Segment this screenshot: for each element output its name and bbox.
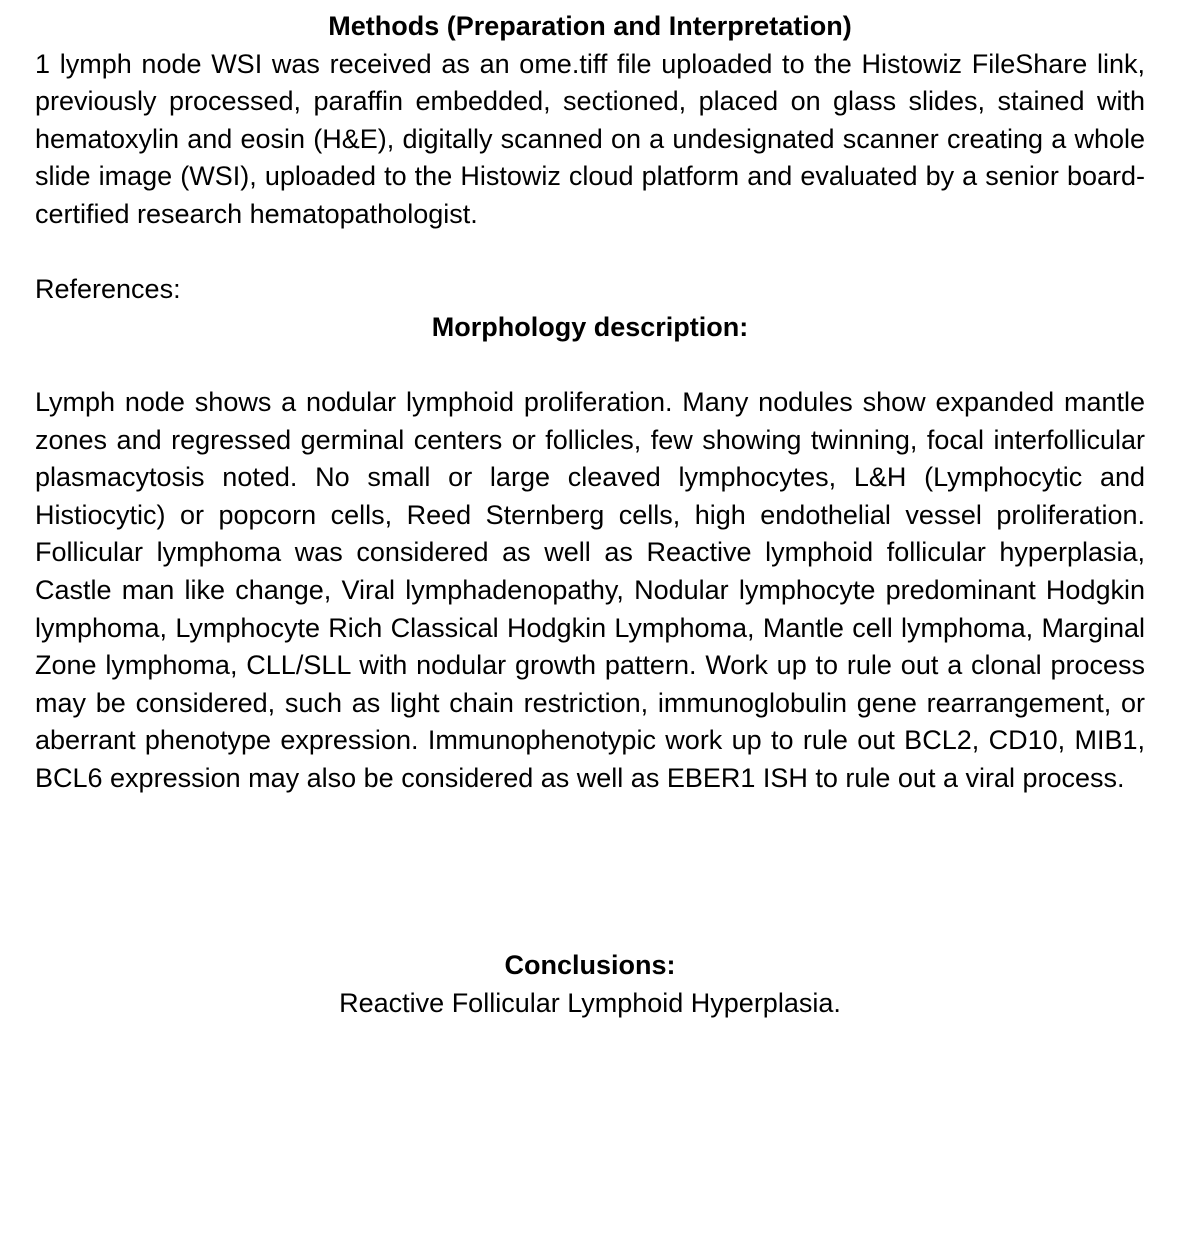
spacer bbox=[35, 234, 1145, 272]
methods-paragraph: 1 lymph node WSI was received as an ome.tiff file uploaded to the Histowiz FileShare link, previously processed, paraffin embedded, sectioned, placed on glass slides, stained with hematoxylin and eosin (H&E), digitally scanned on a undesignated scanner creating a whole slide image (WSI), uploaded to the Histowiz cloud platform and evaluated by a senior board-certified research hematopathologist. bbox=[35, 48, 1145, 229]
conclusions-heading: Conclusions: bbox=[504, 950, 676, 981]
morphology-paragraph: Lymph node shows a nodular lymphoid proliferation. Many nodules show expanded mantle zones and regressed germinal centers or follicles, few showing twinning, focal interfollicular plasmacytosis noted. No small or large cleaved lymphocytes, L&H (Lymphocytic and Histiocytic) or popcorn cells, Reed Sternberg cells, high endothelial vessel proliferation. Follicular lymphoma was considered as well as Reactive lymphoid follicular hyperplasia, Castle man like change, Viral lymphadenopathy, Nodular lymphocyte predominant Hodgkin lymphoma, Lymphocyte Rich Classical Hodgkin Lymphoma, Mantle cell lymphoma, Marginal Zone lymphoma, CLL/SLL with nodular growth pattern. Work up to rule out a clonal process may be considered, such as light chain restriction, immunoglobulin gene rearrangement, or aberrant phenotype expression. Immunophenotypic work up to rule out BCL2, CD10, MIB1, BCL6 expression may also be considered as well as EBER1 ISH to rule out a viral process. bbox=[35, 386, 1145, 793]
morphology-heading: Morphology description: bbox=[431, 311, 749, 342]
report-page bbox=[35, 8, 1145, 1023]
references-label: References: bbox=[35, 274, 181, 305]
spacer bbox=[35, 797, 1145, 947]
spacer bbox=[35, 346, 1145, 384]
methods-heading: Methods (Preparation and Interpretation) bbox=[328, 11, 852, 41]
conclusions-text: Reactive Follicular Lymphoid Hyperplasia. bbox=[339, 988, 841, 1019]
